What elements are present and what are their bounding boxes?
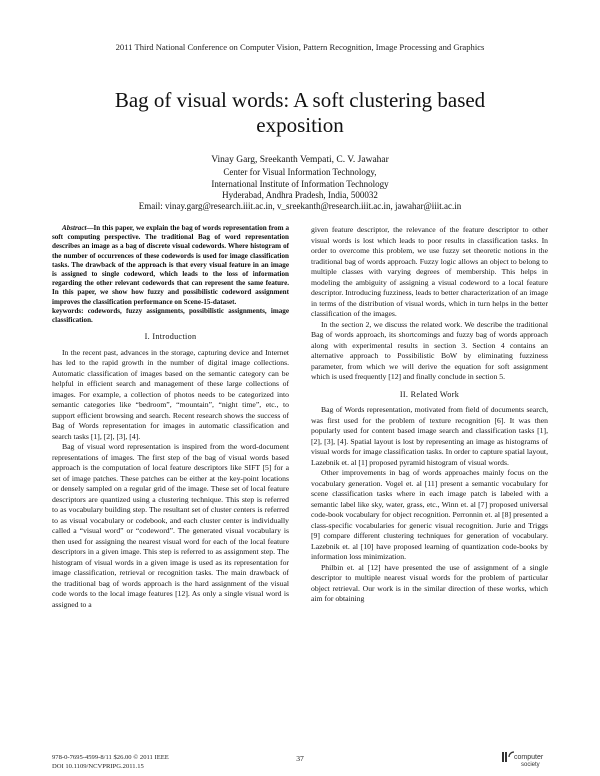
right-column (311, 225, 548, 605)
intro-paragraph-1: In the recent past, advances in the storage, capturing device and Internet has led to the rapid growth in the number of digital image collections. Automatic classification of images based on the semantic category can be helpful in efficient search and management of these large collections of images. For example, a collection of photos needs to be categorized into semantic categories like “bedroom”, “mountain”, “night time”, etc., to support efficient browsing and search. Recent research shows the success of Bag of Words representation for images in automatic classification and search tasks [1], [2], [3], [4]. (52, 347, 289, 441)
intro-paragraph-2: Bag of visual word representation is inspired from the word-document representations of images. The first step of the bag of visual words based approach is the computation of local feature descriptors like SIFT [5] for a set of image patches. These patches can be either at the key-point locations or densely sampled on a regular grid of the image. These set of local feature descriptors are quantized using a clustering technique. This step is referred to as vocabulary building step. The resultant set of cluster centers is referred to as visual vocabulary or codebook, and each cluster center is individually called a “visual word” or “codeword”. The generated visual vocabulary is then used for assigning the nearest visual word for each of the local feature descriptors in a given image. This step is referred to as assignment step. The histogram of visual words in a given image is used as its representation for image classification, retrieval or recognition tasks. The main drawback of the traditional bag of words approach is the hard assignment of the visual code words to the local image features [12]. As only a single visual word is assigned to a (52, 442, 289, 609)
abstract-label: Abstract (62, 224, 87, 232)
logo-text-society: society (521, 762, 540, 768)
footer-doi: DOI 10.1109/NCVPRIPG.2011.15 (52, 762, 144, 770)
computer-society-logo (496, 749, 550, 771)
author-block (0, 155, 600, 212)
footer-isbn: 978-0-7695-4599-8/11 $26.00 © 2011 IEEE (52, 754, 169, 761)
abstract (52, 224, 289, 307)
page-number: 37 (296, 754, 304, 763)
related-paragraph-3: Philbin et. al [12] have presented the use of assignment of a single descriptor to multiple nearest visual words for the problem of particular object retrieval. Our work is in the similar direction of these works, which aim for obtaining (311, 562, 548, 603)
conference-header: 2011 Third National Conference on Computer Vision, Pattern Recognition, Image Processing and Graphics (115, 42, 485, 52)
author-names: Vinay Garg, Sreekanth Vempati, C. V. Jawahar (211, 155, 389, 165)
logo-text-computer: computer (514, 754, 544, 761)
abstract-text: —In this paper, we explain the bag of words representation from a soft computing perspective. The traditional Bag of word representation describes an image as a bag of discrete visual codewords. Where histogram of the number of occurrences of these codewords is used for image classification tasks. The drawback of the approach is that every visual feature in an image is assigned to single codeword, which leads to the loss of information regarding the other relevant codewords that can represent the same feature. In this paper, we show how fuzzy and possibilistic codeword assignment improves the classification performance on Scene-15-dataset. (52, 224, 289, 306)
section-heading-related-work: II. Related Work (399, 389, 460, 399)
related-paragraph-2: Other improvements in bag of words approaches mainly focus on the vocabulary generation. Vogel et. al [11] present a semantic vocabulary for scene classification tasks where in each image patch is labeled with a semantic label like sky, water, grass, etc., Winn et. al [7] proposed universal code-book vocabulary for object recognition. Perronnin et. al [8] presented a class-specific vocabularies for generic visual recognition. Jurie and Triggs [9] compare different clustering techniques for generation of vocabulary. Lazebnik et. al [10] have proposed learning of quantization code-books by information loss minimization. (311, 468, 548, 561)
left-column (52, 224, 289, 610)
paper-title (40, 88, 560, 138)
affiliation-line-1: Center for Visual Information Technology, (223, 167, 377, 178)
related-paragraph-1: Bag of Words representation, motivated from field of documents search, was first used for the problem of texture recognition [6]. It was then popularly used for content based image search and classification tasks [1], [2], [3], [4]. Spatial layout is lost by representing an image as histograms of visual words for image classification tasks. In order to capture spatial layout, Lazebnik et. al [1] proposed pyramid histogram of visual words. (311, 405, 548, 467)
keywords: keywords: codewords, fuzzy assignments, possibilistic assignments, image classification. (52, 306, 289, 325)
affiliation-address: Hyderabad, Andhra Pradesh, India, 500032 (222, 189, 378, 200)
section-heading-introduction: I. Introduction (144, 332, 197, 342)
title-line-2: exposition (256, 113, 344, 137)
intro-paragraph-4: In the section 2, we discuss the related work. We describe the traditional Bag of words approach, its shortcomings and fuzzy bag of words approach along with experimental results in section 3. Section 4 contains an alternative approach to Possibilistic BoW by eliminating fuzziness parameter, from which we will derive the equation for soft assignment which is used frequently [12] and finally conclude in section 5. (311, 319, 548, 381)
title-line-1: Bag of visual words: A soft clustering based (114, 88, 486, 112)
author-emails: Email: vinay.garg@research.iiit.ac.in, v_sreekanth@research.iiit.ac.in, jawahar@iiit.ac.in (138, 201, 462, 212)
affiliation-line-2: International Institute of Information Technology (211, 178, 389, 189)
intro-paragraph-3: given feature descriptor, the relevance of the feature descriptor to other visual words is lost which leads to poor results in classification tasks. In order to overcome this problem, we use fuzzy set theoretic notions in the traditional bag of words approach. Fuzzy logic allows an object to belong to multiple classes with varying degrees of membership. This helps in modeling the ambiguity of assigning a visual codeword to a local feature descriptor. Introducing fuzziness, leads to better characterization of an image in terms of the distribution of visual words, which in turn helps in the better classification of the images. (311, 225, 548, 318)
